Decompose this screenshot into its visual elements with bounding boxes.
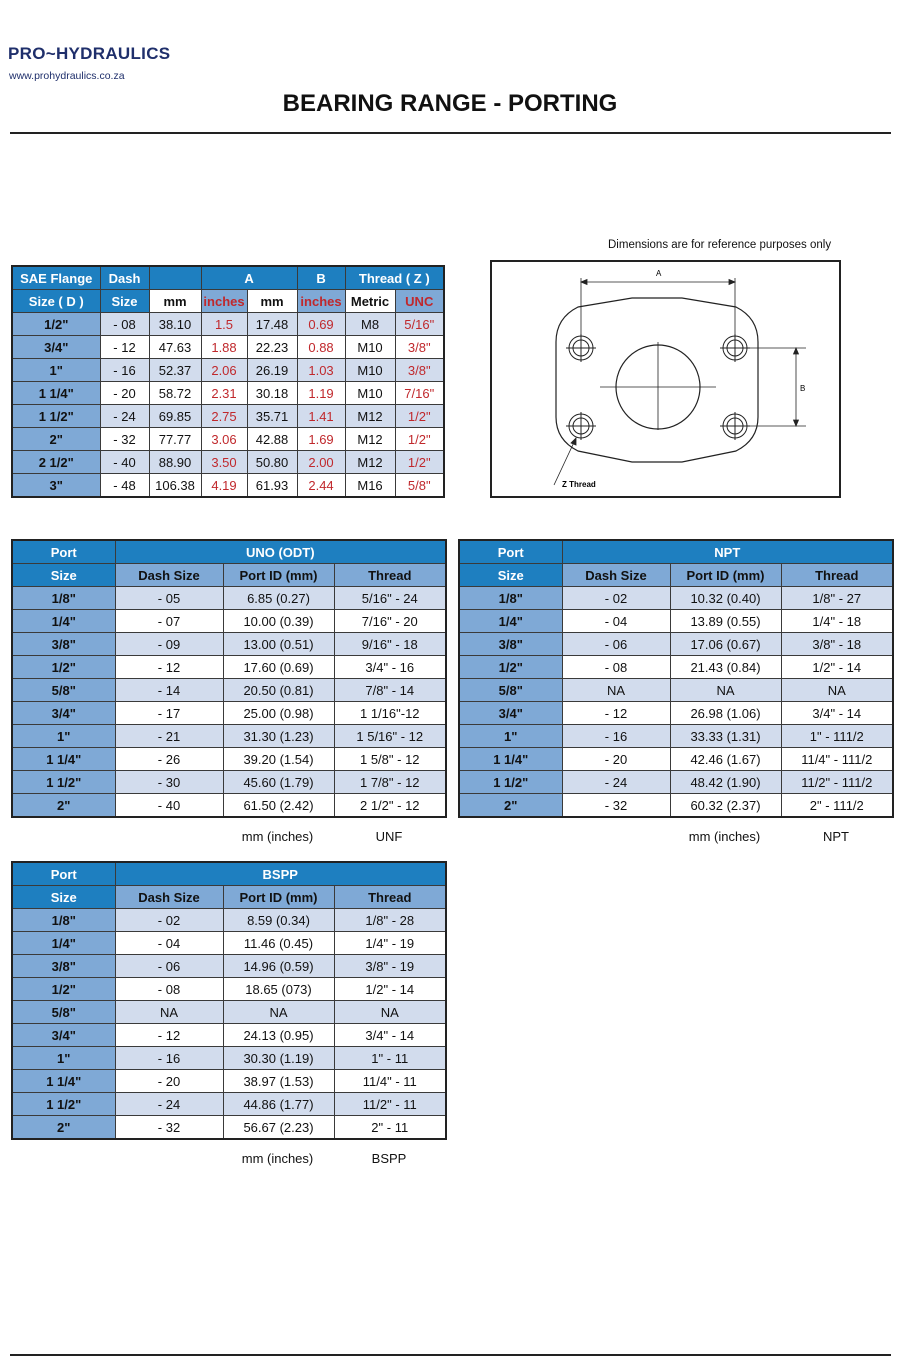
b-mm-cell: 26.19 xyxy=(247,359,297,382)
flange-size-cell: 2 1/2" xyxy=(12,451,100,474)
flange-size-cell: 1" xyxy=(12,359,100,382)
port-size-cell: 1 1/2" xyxy=(12,1093,115,1116)
metric-thread-cell: M12 xyxy=(345,405,395,428)
website-url[interactable]: www.prohydraulics.co.za xyxy=(9,70,125,82)
port-id-cell: 44.86 (1.77) xyxy=(223,1093,334,1116)
dash-size-cell: - 05 xyxy=(115,587,223,610)
flange-outline xyxy=(556,298,758,462)
bottom-divider xyxy=(10,1354,891,1356)
thread-cell: 5/16" - 24 xyxy=(334,587,446,610)
thread-cell: 1 5/8" - 12 xyxy=(334,748,446,771)
npt-foot-thread: NPT xyxy=(823,829,849,844)
port-size-cell: 1 1/4" xyxy=(12,1070,115,1093)
port-size-cell: 5/8" xyxy=(459,679,562,702)
sae-header-row-2 xyxy=(12,290,444,313)
port-size-cell: 3/4" xyxy=(12,702,115,725)
table-row xyxy=(12,382,444,405)
a-mm-cell: 38.10 xyxy=(149,313,201,336)
uno-header-row-1 xyxy=(12,540,446,564)
port-id-cell: 18.65 (073) xyxy=(223,978,334,1001)
dash-size-cell: - 20 xyxy=(100,382,149,405)
sae-b-inches-header: inches xyxy=(297,290,345,313)
flange-drawing xyxy=(492,262,839,496)
thread-cell: 11/2" - 11 xyxy=(334,1093,446,1116)
sae-a-header: A xyxy=(201,266,297,290)
b-mm-cell: 50.80 xyxy=(247,451,297,474)
thread-cell: 11/4" - 111/2 xyxy=(781,748,893,771)
unc-thread-cell: 1/2" xyxy=(395,451,444,474)
b-inches-cell: 0.69 xyxy=(297,313,345,336)
table-row xyxy=(459,794,893,818)
bspp-title-header: BSPP xyxy=(115,862,446,886)
npt-thread-header: Thread xyxy=(781,564,893,587)
reference-note: Dimensions are for reference purposes only xyxy=(608,239,832,251)
unc-thread-cell: 3/8" xyxy=(395,359,444,382)
thread-cell: 11/2" - 111/2 xyxy=(781,771,893,794)
sae-a-mm-header: mm xyxy=(149,290,201,313)
a-mm-cell: 88.90 xyxy=(149,451,201,474)
thread-cell: NA xyxy=(334,1001,446,1024)
port-id-cell: 8.59 (0.34) xyxy=(223,909,334,932)
uno-odt-table xyxy=(11,539,447,818)
b-inches-cell: 1.69 xyxy=(297,428,345,451)
a-mm-cell: 47.63 xyxy=(149,336,201,359)
port-id-cell: 26.98 (1.06) xyxy=(670,702,781,725)
table-row xyxy=(12,771,446,794)
table-row xyxy=(459,633,893,656)
table-row xyxy=(12,978,446,1001)
npt-dash-header: Dash Size xyxy=(562,564,670,587)
sae-thread-header: Thread ( Z ) xyxy=(345,266,444,290)
b-mm-cell: 35.71 xyxy=(247,405,297,428)
a-inches-cell: 2.75 xyxy=(201,405,247,428)
sae-dash-subheader: Size xyxy=(100,290,149,313)
table-row xyxy=(12,725,446,748)
thread-cell: 11/4" - 11 xyxy=(334,1070,446,1093)
npt-port-header: Port xyxy=(459,540,562,564)
port-size-cell: 1/2" xyxy=(12,656,115,679)
port-size-cell: 2" xyxy=(459,794,562,818)
metric-thread-cell: M10 xyxy=(345,382,395,405)
bspp-id-header: Port ID (mm) xyxy=(223,886,334,909)
thread-cell: 2" - 111/2 xyxy=(781,794,893,818)
page-title: BEARING RANGE - PORTING xyxy=(282,90,618,117)
dash-size-cell: - 24 xyxy=(115,1093,223,1116)
table-row xyxy=(12,1001,446,1024)
dash-size-cell: - 32 xyxy=(100,428,149,451)
table-row xyxy=(459,679,893,702)
unc-thread-cell: 1/2" xyxy=(395,428,444,451)
port-size-cell: 1/4" xyxy=(12,932,115,955)
bspp-thread-header: Thread xyxy=(334,886,446,909)
thread-cell: 9/16" - 18 xyxy=(334,633,446,656)
port-id-cell: 11.46 (0.45) xyxy=(223,932,334,955)
table-row xyxy=(12,1047,446,1070)
metric-thread-cell: M12 xyxy=(345,428,395,451)
bspp-table xyxy=(11,861,447,1140)
uno-dash-header: Dash Size xyxy=(115,564,223,587)
flange-size-cell: 1/2" xyxy=(12,313,100,336)
bspp-foot-thread: BSPP xyxy=(371,1151,407,1166)
port-size-cell: 1/8" xyxy=(459,587,562,610)
uno-port-header: Port xyxy=(12,540,115,564)
dash-size-cell: - 20 xyxy=(562,748,670,771)
thread-cell: 3/4" - 16 xyxy=(334,656,446,679)
thread-cell: 1" - 111/2 xyxy=(781,725,893,748)
table-row xyxy=(12,932,446,955)
port-id-cell: 17.06 (0.67) xyxy=(670,633,781,656)
npt-foot-unit: mm (inches) xyxy=(688,829,761,844)
port-size-cell: 1 1/2" xyxy=(459,771,562,794)
dash-size-cell: - 08 xyxy=(115,978,223,1001)
port-size-cell: 1/8" xyxy=(12,909,115,932)
table-row xyxy=(12,428,444,451)
thread-cell: 2 1/2" - 12 xyxy=(334,794,446,818)
port-id-cell: 39.20 (1.54) xyxy=(223,748,334,771)
table-row xyxy=(12,451,444,474)
thread-cell: 3/8" - 18 xyxy=(781,633,893,656)
npt-header-row-2 xyxy=(459,564,893,587)
a-inches-cell: 1.5 xyxy=(201,313,247,336)
flange-size-cell: 3" xyxy=(12,474,100,498)
port-id-cell: 56.67 (2.23) xyxy=(223,1116,334,1140)
table-row xyxy=(459,725,893,748)
table-row xyxy=(12,748,446,771)
uno-foot-unit: mm (inches) xyxy=(241,829,314,844)
flange-size-cell: 3/4" xyxy=(12,336,100,359)
dash-size-cell: - 20 xyxy=(115,1070,223,1093)
thread-cell: 7/8" - 14 xyxy=(334,679,446,702)
sae-header-row-1 xyxy=(12,266,444,290)
dash-size-cell: NA xyxy=(562,679,670,702)
port-id-cell: 6.85 (0.27) xyxy=(223,587,334,610)
dash-size-cell: - 32 xyxy=(115,1116,223,1140)
port-id-cell: 45.60 (1.79) xyxy=(223,771,334,794)
unc-thread-cell: 5/8" xyxy=(395,474,444,498)
port-size-cell: 1/2" xyxy=(12,978,115,1001)
thread-cell: 1 1/16"-12 xyxy=(334,702,446,725)
a-mm-cell: 106.38 xyxy=(149,474,201,498)
flange-size-cell: 1 1/4" xyxy=(12,382,100,405)
port-size-cell: 1 1/2" xyxy=(12,771,115,794)
flange-diagram xyxy=(490,260,841,498)
dimension-a xyxy=(581,278,735,334)
sae-dash-header: Dash xyxy=(100,266,149,290)
b-inches-cell: 2.44 xyxy=(297,474,345,498)
bspp-foot-unit: mm (inches) xyxy=(241,1151,314,1166)
sae-metric-header: Metric xyxy=(345,290,395,313)
table-row xyxy=(459,610,893,633)
table-row xyxy=(459,748,893,771)
port-size-cell: 1" xyxy=(12,1047,115,1070)
dash-size-cell: - 24 xyxy=(100,405,149,428)
port-size-cell: 1" xyxy=(12,725,115,748)
a-mm-cell: 52.37 xyxy=(149,359,201,382)
port-size-cell: 3/8" xyxy=(12,955,115,978)
table-row xyxy=(12,313,444,336)
port-size-cell: 3/4" xyxy=(12,1024,115,1047)
dash-size-cell: - 12 xyxy=(100,336,149,359)
dash-size-cell: NA xyxy=(115,1001,223,1024)
dash-size-cell: - 40 xyxy=(115,794,223,818)
sae-b-mm-header: mm xyxy=(247,290,297,313)
uno-size-header: Size xyxy=(12,564,115,587)
dash-size-cell: - 08 xyxy=(100,313,149,336)
flange-size-cell: 1 1/2" xyxy=(12,405,100,428)
dash-size-cell: - 12 xyxy=(562,702,670,725)
table-row xyxy=(12,405,444,428)
table-row xyxy=(12,359,444,382)
dimension-a-label: A xyxy=(656,269,662,278)
dash-size-cell: - 02 xyxy=(115,909,223,932)
dash-size-cell: - 04 xyxy=(562,610,670,633)
bspp-header-row-1 xyxy=(12,862,446,886)
dash-size-cell: - 24 xyxy=(562,771,670,794)
table-row xyxy=(12,336,444,359)
dash-size-cell: - 09 xyxy=(115,633,223,656)
dash-size-cell: - 12 xyxy=(115,656,223,679)
table-row xyxy=(12,633,446,656)
port-id-cell: 33.33 (1.31) xyxy=(670,725,781,748)
metric-thread-cell: M12 xyxy=(345,451,395,474)
dash-size-cell: - 40 xyxy=(100,451,149,474)
port-size-cell: 1" xyxy=(459,725,562,748)
metric-thread-cell: M10 xyxy=(345,336,395,359)
table-row xyxy=(12,1093,446,1116)
bspp-header-row-2 xyxy=(12,886,446,909)
port-id-cell: 13.00 (0.51) xyxy=(223,633,334,656)
dash-size-cell: - 04 xyxy=(115,932,223,955)
a-inches-cell: 2.31 xyxy=(201,382,247,405)
thread-cell: 1/2" - 14 xyxy=(781,656,893,679)
thread-cell: 3/8" - 19 xyxy=(334,955,446,978)
b-mm-cell: 17.48 xyxy=(247,313,297,336)
a-inches-cell: 1.88 xyxy=(201,336,247,359)
table-row xyxy=(12,679,446,702)
port-id-cell: 30.30 (1.19) xyxy=(223,1047,334,1070)
port-id-cell: 10.00 (0.39) xyxy=(223,610,334,633)
b-inches-cell: 1.41 xyxy=(297,405,345,428)
port-size-cell: 1/2" xyxy=(459,656,562,679)
uno-thread-header: Thread xyxy=(334,564,446,587)
port-size-cell: 1/4" xyxy=(12,610,115,633)
port-id-cell: 17.60 (0.69) xyxy=(223,656,334,679)
dash-size-cell: - 16 xyxy=(100,359,149,382)
port-size-cell: 3/8" xyxy=(12,633,115,656)
dash-size-cell: - 06 xyxy=(115,955,223,978)
port-size-cell: 5/8" xyxy=(12,1001,115,1024)
sae-a-inches-header: inches xyxy=(201,290,247,313)
dash-size-cell: - 08 xyxy=(562,656,670,679)
b-mm-cell: 30.18 xyxy=(247,382,297,405)
table-row xyxy=(12,587,446,610)
b-inches-cell: 1.19 xyxy=(297,382,345,405)
dash-size-cell: - 21 xyxy=(115,725,223,748)
port-size-cell: 2" xyxy=(12,1116,115,1140)
npt-size-header: Size xyxy=(459,564,562,587)
thread-cell: 7/16" - 20 xyxy=(334,610,446,633)
thread-cell: 2" - 11 xyxy=(334,1116,446,1140)
dash-size-cell: - 30 xyxy=(115,771,223,794)
port-id-cell: 21.43 (0.84) xyxy=(670,656,781,679)
port-id-cell: 38.97 (1.53) xyxy=(223,1070,334,1093)
a-inches-cell: 4.19 xyxy=(201,474,247,498)
b-inches-cell: 1.03 xyxy=(297,359,345,382)
thread-cell: 1/2" - 14 xyxy=(334,978,446,1001)
z-thread-leader xyxy=(554,438,576,485)
port-id-cell: 61.50 (2.42) xyxy=(223,794,334,818)
port-id-cell: 25.00 (0.98) xyxy=(223,702,334,725)
b-mm-cell: 22.23 xyxy=(247,336,297,359)
port-id-cell: 42.46 (1.67) xyxy=(670,748,781,771)
port-size-cell: 5/8" xyxy=(12,679,115,702)
thread-cell: 1 7/8" - 12 xyxy=(334,771,446,794)
uno-title-header: UNO (ODT) xyxy=(115,540,446,564)
table-row xyxy=(12,474,444,498)
unc-thread-cell: 7/16" xyxy=(395,382,444,405)
table-row xyxy=(459,702,893,725)
npt-title-header: NPT xyxy=(562,540,893,564)
a-inches-cell: 3.50 xyxy=(201,451,247,474)
table-row xyxy=(12,1024,446,1047)
thread-cell: 1/4" - 18 xyxy=(781,610,893,633)
port-size-cell: 1/4" xyxy=(459,610,562,633)
sae-unc-header: UNC xyxy=(395,290,444,313)
table-row xyxy=(12,1116,446,1140)
thread-cell: 1/8" - 27 xyxy=(781,587,893,610)
thread-cell: 1/8" - 28 xyxy=(334,909,446,932)
logo-text: PRO~HYDRAULICS xyxy=(8,44,171,63)
bspp-size-header: Size xyxy=(12,886,115,909)
dash-size-cell: - 32 xyxy=(562,794,670,818)
top-divider xyxy=(10,132,891,134)
table-row xyxy=(12,909,446,932)
b-inches-cell: 0.88 xyxy=(297,336,345,359)
port-size-cell: 3/8" xyxy=(459,633,562,656)
thread-cell: NA xyxy=(781,679,893,702)
metric-thread-cell: M16 xyxy=(345,474,395,498)
sae-flange-table xyxy=(11,265,445,498)
port-id-cell: 20.50 (0.81) xyxy=(223,679,334,702)
uno-header-row-2 xyxy=(12,564,446,587)
unc-thread-cell: 5/16" xyxy=(395,313,444,336)
uno-id-header: Port ID (mm) xyxy=(223,564,334,587)
npt-header-row-1 xyxy=(459,540,893,564)
port-id-cell: 60.32 (2.37) xyxy=(670,794,781,818)
dimension-b-label: B xyxy=(800,384,806,393)
port-id-cell: 10.32 (0.40) xyxy=(670,587,781,610)
port-id-cell: 14.96 (0.59) xyxy=(223,955,334,978)
uno-foot-thread: UNF xyxy=(375,829,403,844)
bspp-port-header: Port xyxy=(12,862,115,886)
npt-table xyxy=(458,539,894,818)
thread-cell: 1/4" - 19 xyxy=(334,932,446,955)
thread-cell: 1" - 11 xyxy=(334,1047,446,1070)
metric-thread-cell: M8 xyxy=(345,313,395,336)
port-id-cell: 31.30 (1.23) xyxy=(223,725,334,748)
table-row xyxy=(12,610,446,633)
dash-size-cell: - 02 xyxy=(562,587,670,610)
a-inches-cell: 3.06 xyxy=(201,428,247,451)
a-mm-cell: 69.85 xyxy=(149,405,201,428)
flange-size-cell: 2" xyxy=(12,428,100,451)
bspp-dash-header: Dash Size xyxy=(115,886,223,909)
dash-size-cell: - 12 xyxy=(115,1024,223,1047)
table-row xyxy=(459,656,893,679)
sae-flange-subheader: Size ( D ) xyxy=(12,290,100,313)
z-thread-label: Z Thread xyxy=(562,480,596,489)
port-size-cell: 1 1/4" xyxy=(459,748,562,771)
a-inches-cell: 2.06 xyxy=(201,359,247,382)
port-id-cell: 13.89 (0.55) xyxy=(670,610,781,633)
metric-thread-cell: M10 xyxy=(345,359,395,382)
dash-size-cell: - 26 xyxy=(115,748,223,771)
port-id-cell: 24.13 (0.95) xyxy=(223,1024,334,1047)
port-size-cell: 1/8" xyxy=(12,587,115,610)
unc-thread-cell: 3/8" xyxy=(395,336,444,359)
dash-size-cell: - 16 xyxy=(115,1047,223,1070)
table-row xyxy=(12,955,446,978)
b-mm-cell: 42.88 xyxy=(247,428,297,451)
table-row xyxy=(12,1070,446,1093)
table-row xyxy=(12,656,446,679)
thread-cell: 3/4" - 14 xyxy=(781,702,893,725)
npt-id-header: Port ID (mm) xyxy=(670,564,781,587)
a-mm-cell: 58.72 xyxy=(149,382,201,405)
table-row xyxy=(12,702,446,725)
dash-size-cell: - 48 xyxy=(100,474,149,498)
thread-cell: 1 5/16" - 12 xyxy=(334,725,446,748)
table-row xyxy=(12,794,446,818)
dash-size-cell: - 17 xyxy=(115,702,223,725)
table-row xyxy=(459,587,893,610)
port-size-cell: 2" xyxy=(12,794,115,818)
dash-size-cell: - 14 xyxy=(115,679,223,702)
sae-blank-header xyxy=(149,266,201,290)
a-mm-cell: 77.77 xyxy=(149,428,201,451)
b-mm-cell: 61.93 xyxy=(247,474,297,498)
thread-cell: 3/4" - 14 xyxy=(334,1024,446,1047)
b-inches-cell: 2.00 xyxy=(297,451,345,474)
table-row xyxy=(459,771,893,794)
port-size-cell: 1 1/4" xyxy=(12,748,115,771)
port-id-cell: 48.42 (1.90) xyxy=(670,771,781,794)
port-id-cell: NA xyxy=(223,1001,334,1024)
dash-size-cell: - 07 xyxy=(115,610,223,633)
sae-flange-header: SAE Flange xyxy=(12,266,100,290)
company-logo xyxy=(8,44,171,86)
dash-size-cell: - 06 xyxy=(562,633,670,656)
port-id-cell: NA xyxy=(670,679,781,702)
sae-b-header: B xyxy=(297,266,345,290)
port-size-cell: 3/4" xyxy=(459,702,562,725)
dash-size-cell: - 16 xyxy=(562,725,670,748)
unc-thread-cell: 1/2" xyxy=(395,405,444,428)
